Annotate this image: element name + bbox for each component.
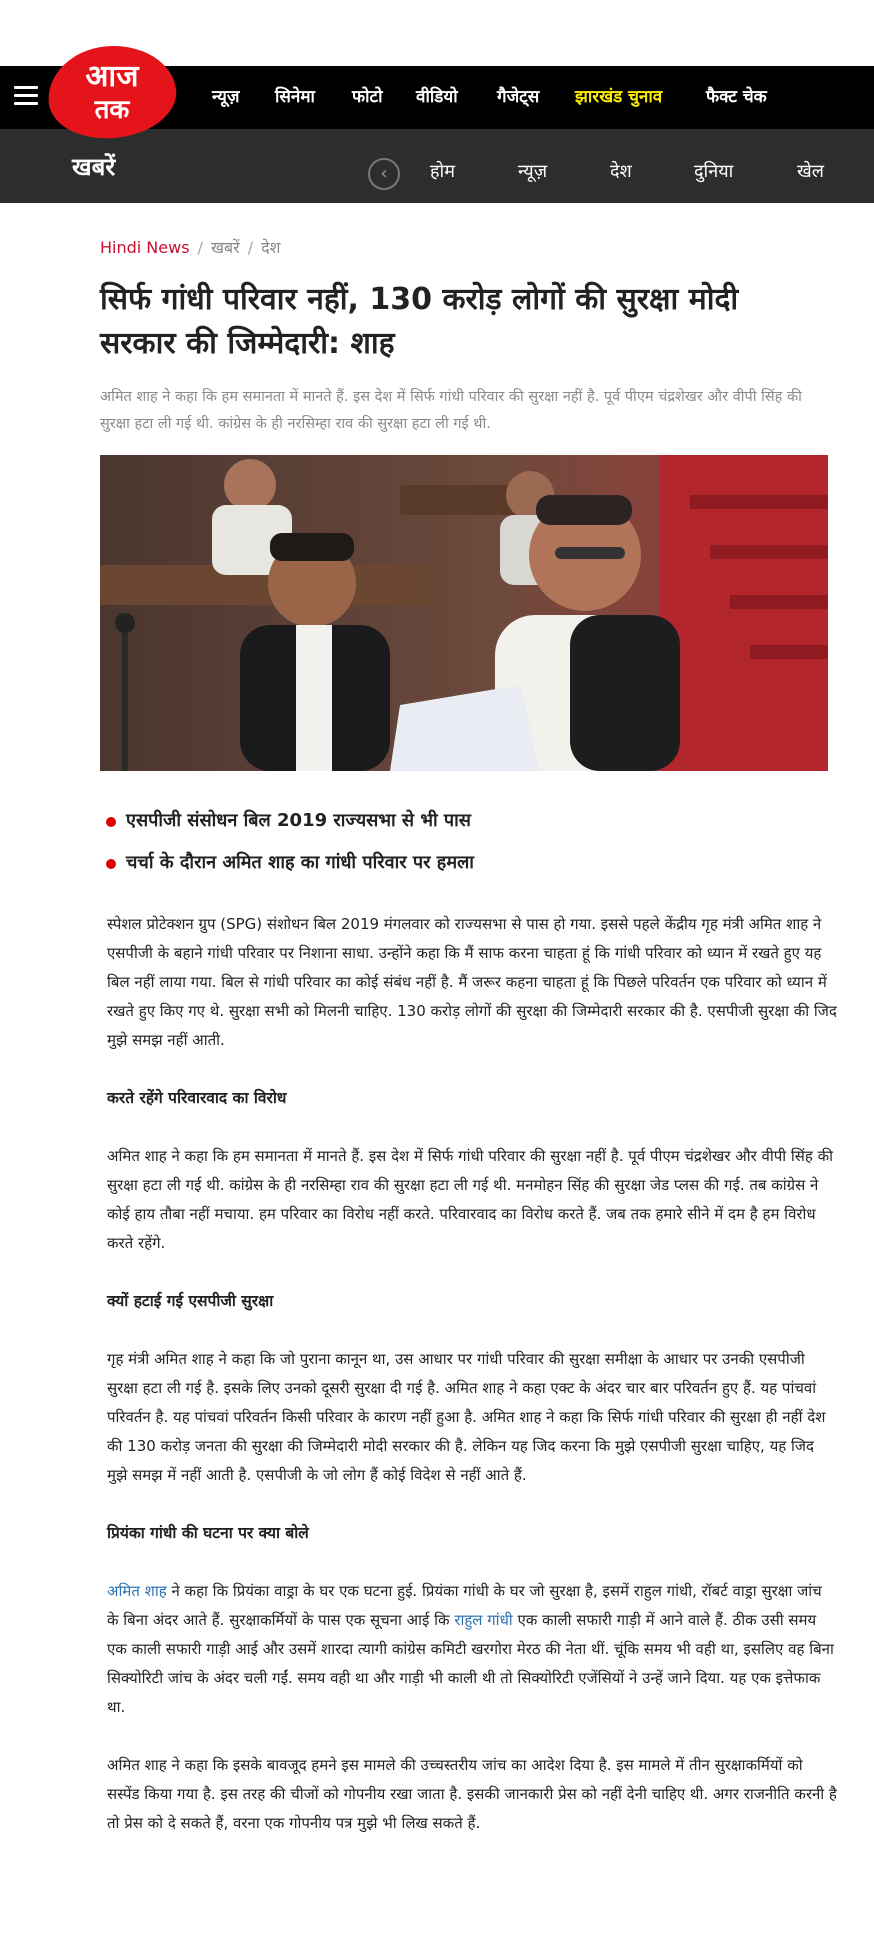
subheading: प्रियंका गांधी की घटना पर क्या बोले [107,1524,309,1542]
section-title[interactable]: खबरें [72,153,116,181]
article-body [107,910,837,1867]
site-logo[interactable] [48,46,176,138]
highlight-item [104,850,824,876]
highlight-text: चर्चा के दौरान अमित शाह का गांधी परिवार पर हमला [126,852,474,873]
paragraph: स्पेशल प्रोटेक्शन ग्रुप (SPG) संशोधन बिल 2019 मंगलवार को राज्यसभा से पास हो गया. इससे पहले केंद्रीय गृह मंत्री अमित शाह ने एसपीजी के बहाने गांधी परिवार पर निशाना साधा. उन्होंने कहा कि मैं साफ करना चाहता हूं कि गांधी परिवार को ध्यान में रखते हुए यह बिल नहीं लाया गया. बिल से गांधी परिवार का कोई संबंध नहीं है. मैं जरूर कहना चाहता हूं कि पिछले परिवर्तन एक परिवार को ध्यान में रखते हुए किए गए थे. सुरक्षा सभी को मिलनी चाहिए. 130 करोड़ लोगों की सुरक्षा की जिम्मेदारी सरकार की है. एसपीजी सुरक्षा की जिद मुझे समझ नहीं आती. [107,915,837,1049]
logo-text-2: तक [94,95,130,125]
breadcrumb-home[interactable]: Hindi News [100,238,190,257]
paragraph-text: ने कहा कि प्रियंका वाड्रा के घर एक घटना हुई. प्रियंका गांधी के घर जो सुरक्षा है, इसमें राहुल गांधी, रॉबर्ट वाड्रा सुरक्षा जांच के बिना अंदर आते हैं. सुरक्षाकर्मियों के पास एक सूचना आई कि [107,1582,822,1629]
nav-item-news[interactable]: न्यूज़ [212,87,240,107]
nav-item-cinema[interactable]: सिनेमा [275,87,315,107]
bullet-icon [106,817,116,827]
breadcrumb-separator: / [247,238,254,257]
bullet-icon [106,859,116,869]
link-rahul-gandhi[interactable]: राहुल गांधी [454,1611,513,1629]
nav-item-jharkhand-election[interactable]: झारखंड चुनाव [575,87,663,107]
subheading: करते रहेंगे परिवारवाद का विरोध [107,1089,287,1107]
nav-item-photo[interactable]: फोटो [352,87,383,107]
paragraph: अमित शाह ने कहा कि हम समानता में मानते हैं. इस देश में सिर्फ गांधी परिवार की सुरक्षा नहीं है. पूर्व पीएम चंद्रशेखर और वीपी सिंह की सुरक्षा हटा ली गई थी. कांग्रेस के ही नरसिम्हा राव की सुरक्षा हटा ली गई थी. मनमोहन सिंह की सुरक्षा जेड प्लस की गई. तब कांग्रेस ने कोई हाय तौबा नहीं मचाया. हम परिवार का विरोध नहीं करते. परिवारवाद का विरोध करते हैं. जब तक हमारे सीने में दम है हम विरोध करते रहेंगे. [107,1147,834,1252]
link-amit-shah[interactable]: अमित शाह [107,1582,167,1600]
highlight-item [104,808,824,834]
menu-icon[interactable] [14,86,38,106]
article-highlights [104,808,824,892]
nav-item-gadgets[interactable]: गैजेट्स [497,87,540,107]
breadcrumb-separator: / [197,238,203,257]
article-summary: अमित शाह ने कहा कि हम समानता में मानते हैं. इस देश में सिर्फ गांधी परिवार की सुरक्षा नहीं है. पूर्व पीएम चंद्रशेखर और वीपी सिंह की सुरक्षा हटा ली गई थी. कांग्रेस के ही नरसिम्हा राव की सुरक्षा हटा ली गई थी. [100,389,802,432]
breadcrumb [100,236,281,258]
logo-text: आज [85,59,139,94]
subheading: क्यों हटाई गई एसपीजी सुरक्षा [107,1292,274,1310]
paragraph [107,1577,837,1722]
subnav-item-desh[interactable]: देश [610,161,632,182]
paragraph: गृह मंत्री अमित शाह ने कहा कि जो पुराना कानून था, उस आधार पर गांधी परिवार की सुरक्षा समीक्षा के आधार पर उनकी एसपीजी सुरक्षा हटा ली गई है. इसके लिए उनको दूसरी सुरक्षा दी गई है. अमित शाह ने कहा एक्ट के अंदर चार बार परिवर्तन हुए हैं. यह पांचवां परिवर्तन है. यह पांचवां परिवर्तन किसी परिवार के कारण नहीं हुआ है. अमित शाह ने कहा कि सिर्फ गांधी परिवार की सुरक्षा ही नहीं देश की 130 करोड़ जनता की सुरक्षा की जिम्मेदारी मोदी सरकार की है. लेकिन यह जिद करना कि मुझे एसपीजी सुरक्षा चाहिए, यह जिद मुझे समझ में नहीं आती है. एसपीजी के जो लोग हैं कोई विदेश से नहीं आते हैं. [107,1350,826,1484]
subnav-item-duniya[interactable]: दुनिया [694,161,734,182]
subnav-item-khel[interactable]: खेल [797,161,824,182]
subnav-item-news[interactable]: न्यूज़ [518,161,548,182]
page-title: सिर्फ गांधी परिवार नहीं, 130 करोड़ लोगों की सुरक्षा मोदी सरकार की जिम्मेदारी: शाह [100,282,739,361]
paragraph: अमित शाह ने कहा कि इसके बावजूद हमने इस मामले की उच्चस्तरीय जांच का आदेश दिया है. इस मामले में तीन सुरक्षाकर्मियों को सस्पेंड किया गया है. इस तरह की चीजों को गोपनीय रखा जाता है. इसकी जानकारी प्रेस को नहीं देनी चाहिए थी. अगर राजनीति करनी है तो प्रेस को दे सकते हैं, वरना एक गोपनीय पत्र मुझे भी लिख सकते हैं. [107,1756,837,1832]
breadcrumb-desh[interactable]: देश [261,238,281,257]
chevron-left-icon[interactable]: ‹ [368,158,400,190]
article-hero-image [100,455,828,771]
nav-item-fact-check[interactable]: फैक्ट चेक [706,87,767,107]
breadcrumb-khabrein[interactable]: खबरें [210,238,240,257]
subnav-item-home[interactable]: होम [430,161,455,182]
paragraph-text: एक काली सफारी गाड़ी में आने वाले हैं. ठीक उसी समय एक काली सफारी गाड़ी आई और उसमें शारदा त्यागी कांग्रेस कमिटी खरगोरा मेरठ की नेता थीं. चूंकि समय भी वही था, इसलिए वह बिना सिक्योरिटी जांच के अंदर चली गईं. समय वही था और गाड़ी भी काली थी तो सिक्योरिटी एजेंसियों ने उन्हें जाने दिया. यह एक इत्तेफाक था. [107,1611,834,1716]
nav-item-video[interactable]: वीडियो [416,87,458,107]
highlight-text: एसपीजी संसोधन बिल 2019 राज्यसभा से भी पास [126,810,471,831]
